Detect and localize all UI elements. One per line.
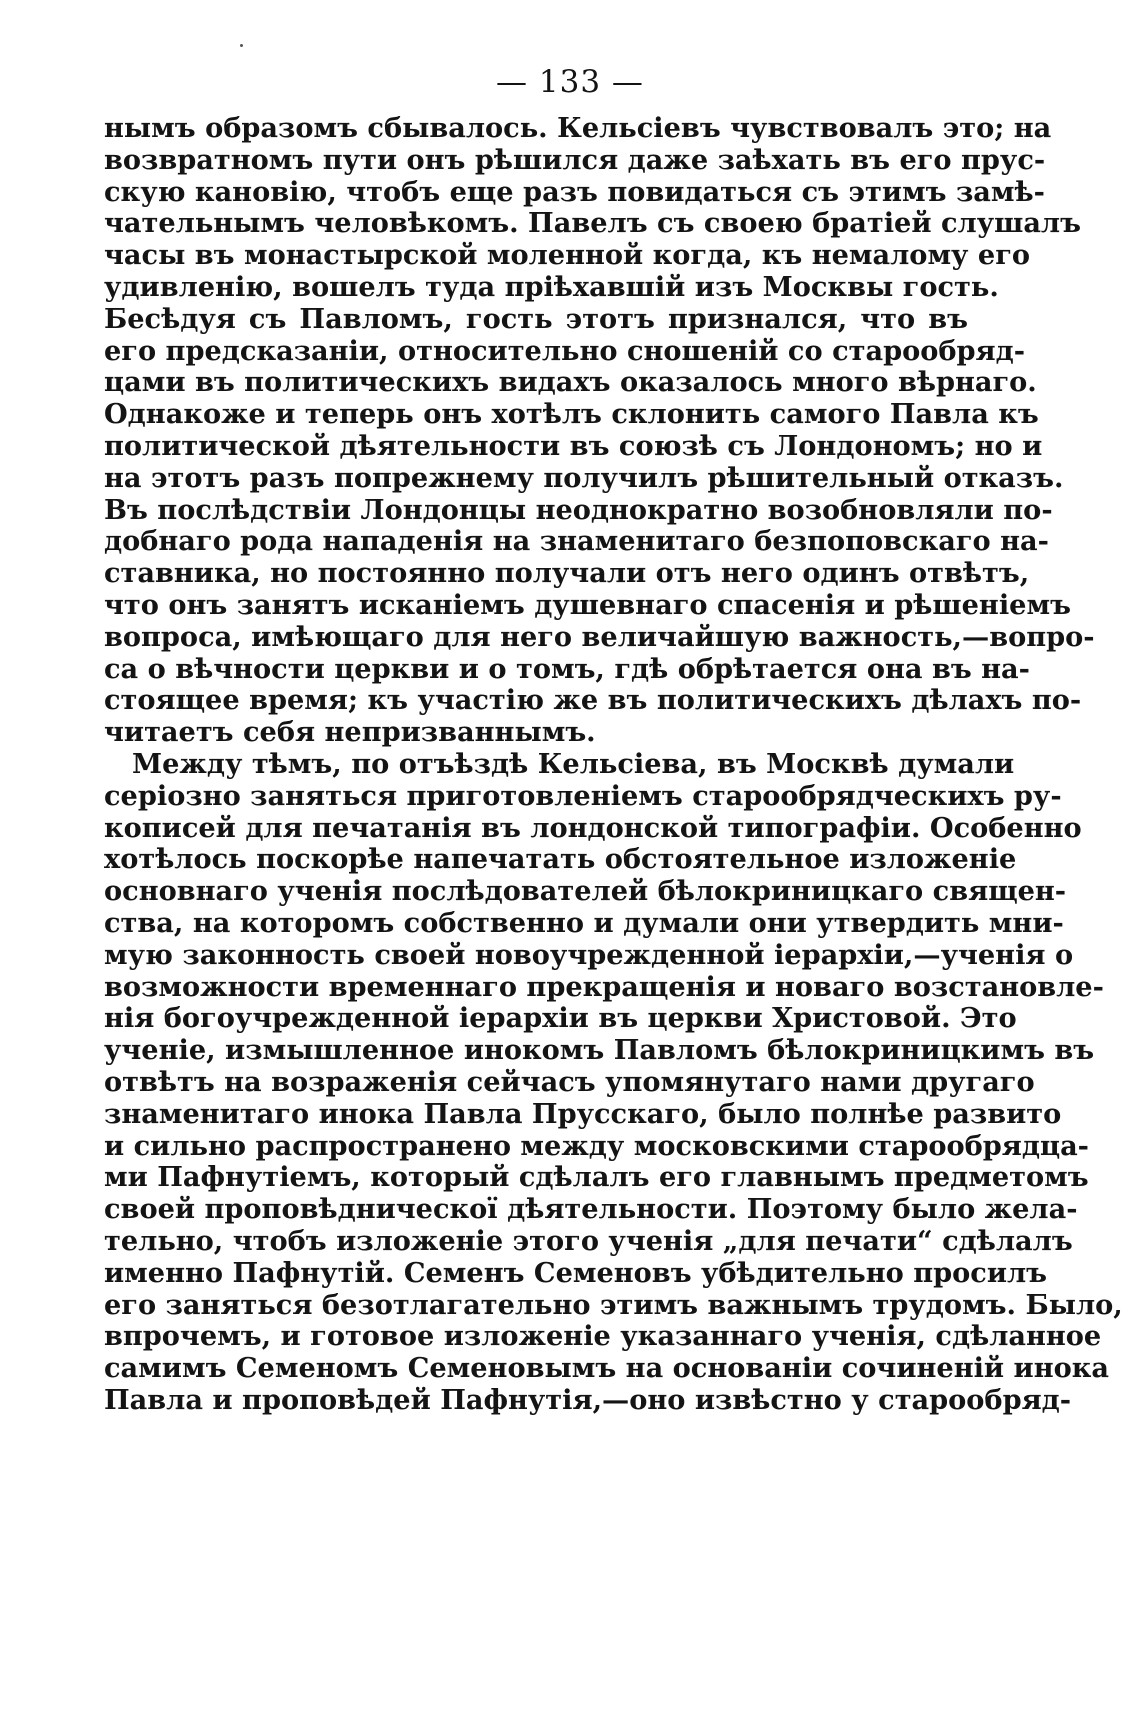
text-line: именно Пафнутій. Семенъ Семеновъ убѣдительно просилъ <box>104 1256 1048 1289</box>
text-line: своей проповѣдническої дѣятельности. Поэтому было жела- <box>104 1193 1078 1226</box>
text-line: его заняться безотлагательно этимъ важнымъ трудомъ. Было, <box>104 1288 1123 1321</box>
text-line: чательнымъ человѣкомъ. Павелъ съ своею братіей слушалъ <box>104 207 1081 240</box>
text-line: стоящее время; къ участію же въ политическихъ дѣлахъ по- <box>104 684 1082 717</box>
text-line: серіозно заняться приготовленіемъ старообрядческихъ ру- <box>104 779 1062 812</box>
text-line: основнаго ученія послѣдователей бѣлокриницкаго священ- <box>104 875 1067 908</box>
text-line: возвратномъ пути онъ рѣшился даже заѣхать въ его прус- <box>104 143 1046 176</box>
text-line: вопроса, имѣющаго для него величайшую важность,—вопро- <box>104 620 1095 653</box>
text-line: ми Пафнутіемъ, который сдѣлалъ его главнымъ предметомъ <box>104 1161 1089 1194</box>
text-line: Между тѣмъ, по отъѣздѣ Кельсіева, въ Москвѣ думали <box>132 748 1015 780</box>
text-line: Бесѣдуя съ Павломъ, гость этотъ признался, что въ <box>104 302 968 335</box>
text-line: цами въ политическихъ видахъ оказалось много вѣрнаго. <box>104 366 1037 399</box>
text-line: ученіе, измышленное инокомъ Павломъ бѣлокриницкимъ въ <box>104 1034 1095 1067</box>
print-speck <box>240 44 243 47</box>
page-number: — 133 — <box>496 64 644 100</box>
text-line: мую законность своей новоучрежденной іерархіи,—ученія о <box>104 938 1074 971</box>
text-line: Въ послѣдствіи Лондонцы неоднократно возобновляли по- <box>104 493 1053 526</box>
text-line: ставника, но постоянно получали отъ него одинъ отвѣтъ, <box>104 557 1030 590</box>
text-line: знаменитаго инока Павла Прусскаго, было полнѣе развито <box>104 1097 1062 1130</box>
text-line: самимъ Семеномъ Семеновымъ на основаніи сочиненій инока <box>104 1352 1109 1385</box>
text-line: политической дѣятельности въ союзѣ съ Лондономъ; но и <box>104 430 1043 462</box>
text-line: часы въ монастырской моленной когда, къ немалому его <box>104 239 1031 272</box>
text-line: отвѣтъ на возраженія сейчасъ упомянутаго нами другаго <box>104 1066 1035 1098</box>
text-line: ства, на которомъ собственно и думали они утвердить мни- <box>104 907 1064 939</box>
text-line: скую кановію, чтобъ еще разъ повидаться съ этимъ замѣ- <box>104 175 1045 208</box>
text-line: на этотъ разъ попрежнему получилъ рѣшительный отказъ. <box>104 461 1064 494</box>
text-line: хотѣлось поскорѣе напечатать обстоятельное изложеніе <box>104 843 1017 876</box>
text-line: читаетъ себя непризваннымъ. <box>104 716 596 749</box>
text-line: нымъ образомъ сбывалось. Кельсіевъ чувствовалъ это; на <box>104 112 1052 144</box>
text-line: возможности временнаго прекращенія и новаго возстановле- <box>104 970 1104 1003</box>
text-line: тельно, чтобъ изложеніе этого ученія „для печати“ сдѣлалъ <box>104 1225 1073 1257</box>
text-line: добнаго рода нападенія на знаменитаго безпоповскаго на- <box>104 525 1049 558</box>
text-line: Павла и проповѣдей Пафнутія,—оно извѣстно у старообряд- <box>104 1384 1072 1416</box>
text-line: что онъ занятъ исканіемъ душевнаго спасенія и рѣшеніемъ <box>104 589 1071 621</box>
text-line: впрочемъ, и готовое изложеніе указаннаго ученія, сдѣланное <box>104 1320 1102 1353</box>
text-line: кописей для печатанія въ лондонской типографіи. Особенно <box>104 811 1082 844</box>
text-line: удивленію, вошелъ туда пріѣхавшій изъ Москвы гость. <box>104 271 999 303</box>
text-line: нія богоучрежденной іерархіи въ церкви Христовой. Это <box>104 1002 1017 1035</box>
text-line: са о вѣчности церкви и о томъ, гдѣ обрѣтается она въ на- <box>104 652 1030 685</box>
text-line: и сильно распространено между московскими старообрядца- <box>104 1129 1089 1162</box>
text-line: его предсказаніи, относительно сношеній со старообряд- <box>104 334 1026 367</box>
text-line: Однакоже и теперь онъ хотѣлъ склонить самого Павла къ <box>104 398 1039 431</box>
